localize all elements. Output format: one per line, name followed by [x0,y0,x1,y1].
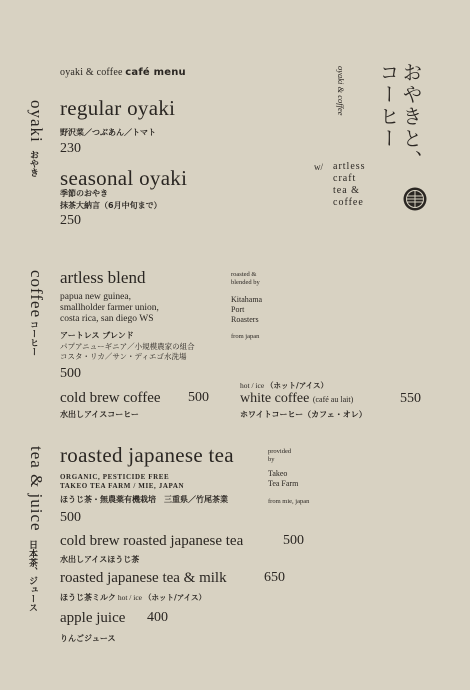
tea-milk-temp-jp: （ホット/アイス） [144,593,207,602]
brand-partner-line: coffee [333,197,364,208]
artless-blend-desc-line: papua new guinea, [60,292,131,302]
tea-farm-name [268,469,298,489]
tea-provided-note [268,448,291,464]
tea-milk-jp: ほうじ茶ミルク [60,593,116,602]
seasonal-oyaki-name: seasonal oyaki [60,166,188,190]
regular-oyaki-price: 230 [60,141,81,156]
brand-partner-line: craft [333,173,357,184]
artless-blend-desc [60,292,159,325]
section-coffee-en: coffee [27,270,46,319]
white-coffee-name: white coffee [240,391,310,406]
apple-juice-price: 400 [147,610,168,625]
apple-juice-name: apple juice [60,610,126,626]
seasonal-oyaki-jp-1: 季節のおやき [60,189,108,198]
roasted-tea-details [60,473,184,491]
artless-blend-price: 500 [60,366,81,381]
cold-brew-tea-name: cold brew roasted japanese tea [60,533,244,549]
menu-title [60,67,186,78]
roasted-tea-price: 500 [60,510,81,525]
brand-partner-line: artless [333,161,366,172]
section-tea-jp: 日本茶、ジュース [27,540,37,612]
seasonal-oyaki-price: 250 [60,213,81,228]
tea-milk-price: 650 [264,570,285,585]
artless-blend-desc-line: smallholder farmer union, [60,303,159,313]
brand-partner-line: tea & [333,185,360,196]
tea-farm-line: Takeo [268,469,288,478]
cold-brew-tea-jp: 水出しアイスほうじ茶 [60,555,140,564]
white-coffee-temp-en: hot / ice [240,381,265,390]
brand-en-vertical: oyaki & coffee [336,66,346,116]
tea-milk-sub [60,592,206,603]
roasted-tea-jp: ほうじ茶・無農薬有機栽培 三重県／竹尾茶業 [60,495,228,504]
brand-with: w/ [314,162,323,172]
regular-oyaki-name: regular oyaki [60,96,176,120]
tea-milk-temp: hot / ice [117,593,143,602]
section-coffee-jp: コーヒー [28,320,38,356]
brand-logo-icon [402,186,428,212]
artless-blend-desc-line: costa rica, san diego WS [60,314,154,324]
artless-blend-name: artless blend [60,268,146,287]
white-coffee-temp-jp: （ホット/アイス） [266,381,329,390]
tea-provided-line: by [268,456,275,463]
menu-title-prefix: oyaki & coffee [60,67,123,78]
roaster-name-line: Kitahama [231,295,263,304]
white-coffee-note: (café au lait) [312,395,354,404]
apple-juice-jp: りんごジュース [60,634,116,643]
roasted-tea-name: roasted japanese tea [60,443,234,467]
roaster-name-line: Port [231,305,245,314]
roaster-name [231,295,262,325]
brand-jp-line-2: コーヒー [376,62,398,150]
white-coffee-price: 550 [400,391,421,406]
cold-brew-coffee-price: 500 [188,390,209,405]
tea-origin: from mie, japan [268,498,310,505]
artless-blend-jp-desc-line: パプアニューギニア／小規模農家の組合 [60,342,195,351]
roasted-tea-detail-line: TAKEO TEA FARM / MIE, JAPAN [60,482,185,490]
cold-brew-coffee-jp: 水出しアイスコーヒー [60,410,139,419]
section-oyaki-jp: おやき [28,150,38,177]
seasonal-oyaki-jp-2: 抹茶大納言（6月中旬まで） [60,201,162,210]
regular-oyaki-jp: 野沢菜／つぶあん／トマト [60,128,156,137]
cold-brew-tea-price: 500 [283,533,304,548]
artless-blend-jp-name: アートレス ブレンド [60,331,134,340]
artless-blend-jp-desc-line: コスタ・リカ／サン・ディエゴ水洗場 [60,352,187,361]
brand-jp-line-1: おやきと、 [399,62,421,172]
white-coffee-jp: ホワイトコーヒー（カフェ・オレ） [240,410,367,419]
roaster-name-line: Roasters [231,315,259,324]
brand-partner-list [333,161,366,209]
tea-milk-name: roasted japanese tea & milk [60,570,227,586]
roasted-tea-detail-line: ORGANIC, PESTICIDE FREE [60,473,170,481]
menu-title-strong: café menu [125,67,186,78]
roaster-origin: from japan [231,333,260,340]
white-coffee-name-row [240,391,353,407]
tea-provided-line: provided [268,448,292,455]
roast-note-line: blended by [231,279,260,286]
section-oyaki-en: oyaki [27,100,46,143]
roast-note-line: roasted & [231,271,257,278]
tea-farm-line: Tea Farm [268,479,299,488]
roast-note [231,271,260,287]
artless-blend-jp-desc [60,342,195,362]
section-tea-en: tea & juice [27,446,46,532]
cold-brew-coffee-name: cold brew coffee [60,390,161,406]
white-coffee-temp [240,380,328,391]
